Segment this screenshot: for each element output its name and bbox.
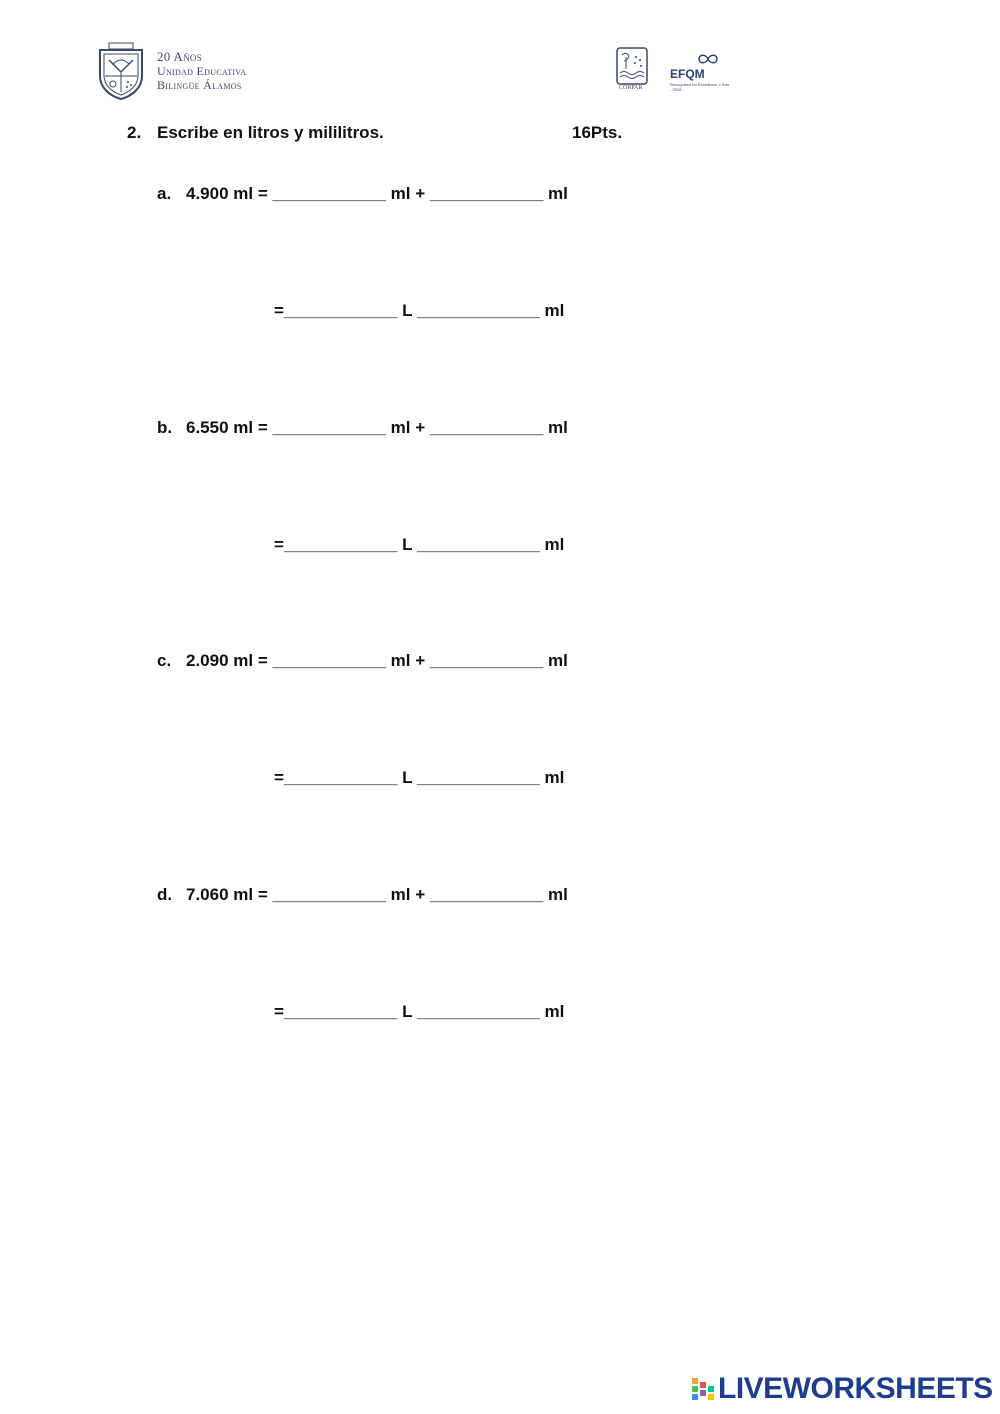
item-c-letter: c. <box>157 651 172 670</box>
school-line-3: Bilingüe Álamos <box>157 78 242 92</box>
item-d-liters-equation[interactable]: =____________ L _____________ ml <box>274 1002 565 1021</box>
item-d-letter: d. <box>157 885 173 904</box>
item-a-letter: a. <box>157 184 172 203</box>
question-points: 16Pts. <box>572 123 623 142</box>
item-d-equation[interactable]: 7.060 ml = ____________ ml + ____________ ml <box>186 885 568 904</box>
school-line-1: 20 Años <box>157 49 203 64</box>
efqm-label: EFQM <box>670 67 705 81</box>
item-a-liters-equation[interactable]: =____________ L _____________ ml <box>274 301 565 320</box>
item-b-letter: b. <box>157 418 173 437</box>
item-c-liters-equation[interactable]: =____________ L _____________ ml <box>274 768 565 787</box>
efqm-infinity-icon <box>696 51 720 67</box>
corpar-label: CORPAR <box>619 85 643 91</box>
liveworksheets-blocks-icon <box>692 1378 714 1402</box>
question-number: 2. <box>127 123 142 142</box>
item-a-equation[interactable]: 4.900 ml = ____________ ml + ____________ ml <box>186 184 568 203</box>
question-text: Escribe en litros y mililitros. <box>157 123 384 142</box>
school-line-2: Unidad Educativa <box>157 64 247 78</box>
liveworksheets-brand[interactable]: LIVEWORKSHEETS <box>718 1372 993 1405</box>
corpar-logo <box>616 47 648 85</box>
item-b-liters-equation[interactable]: =____________ L _____________ ml <box>274 535 565 554</box>
item-b-equation[interactable]: 6.550 ml = ____________ ml + ____________ ml <box>186 418 568 437</box>
efqm-subtitle: Recognised for Excellence 4 Star - 2018 <box>670 82 730 92</box>
school-name <box>157 50 246 92</box>
item-c-equation[interactable]: 2.090 ml = ____________ ml + ____________ ml <box>186 651 568 670</box>
school-crest-logo <box>97 42 145 100</box>
